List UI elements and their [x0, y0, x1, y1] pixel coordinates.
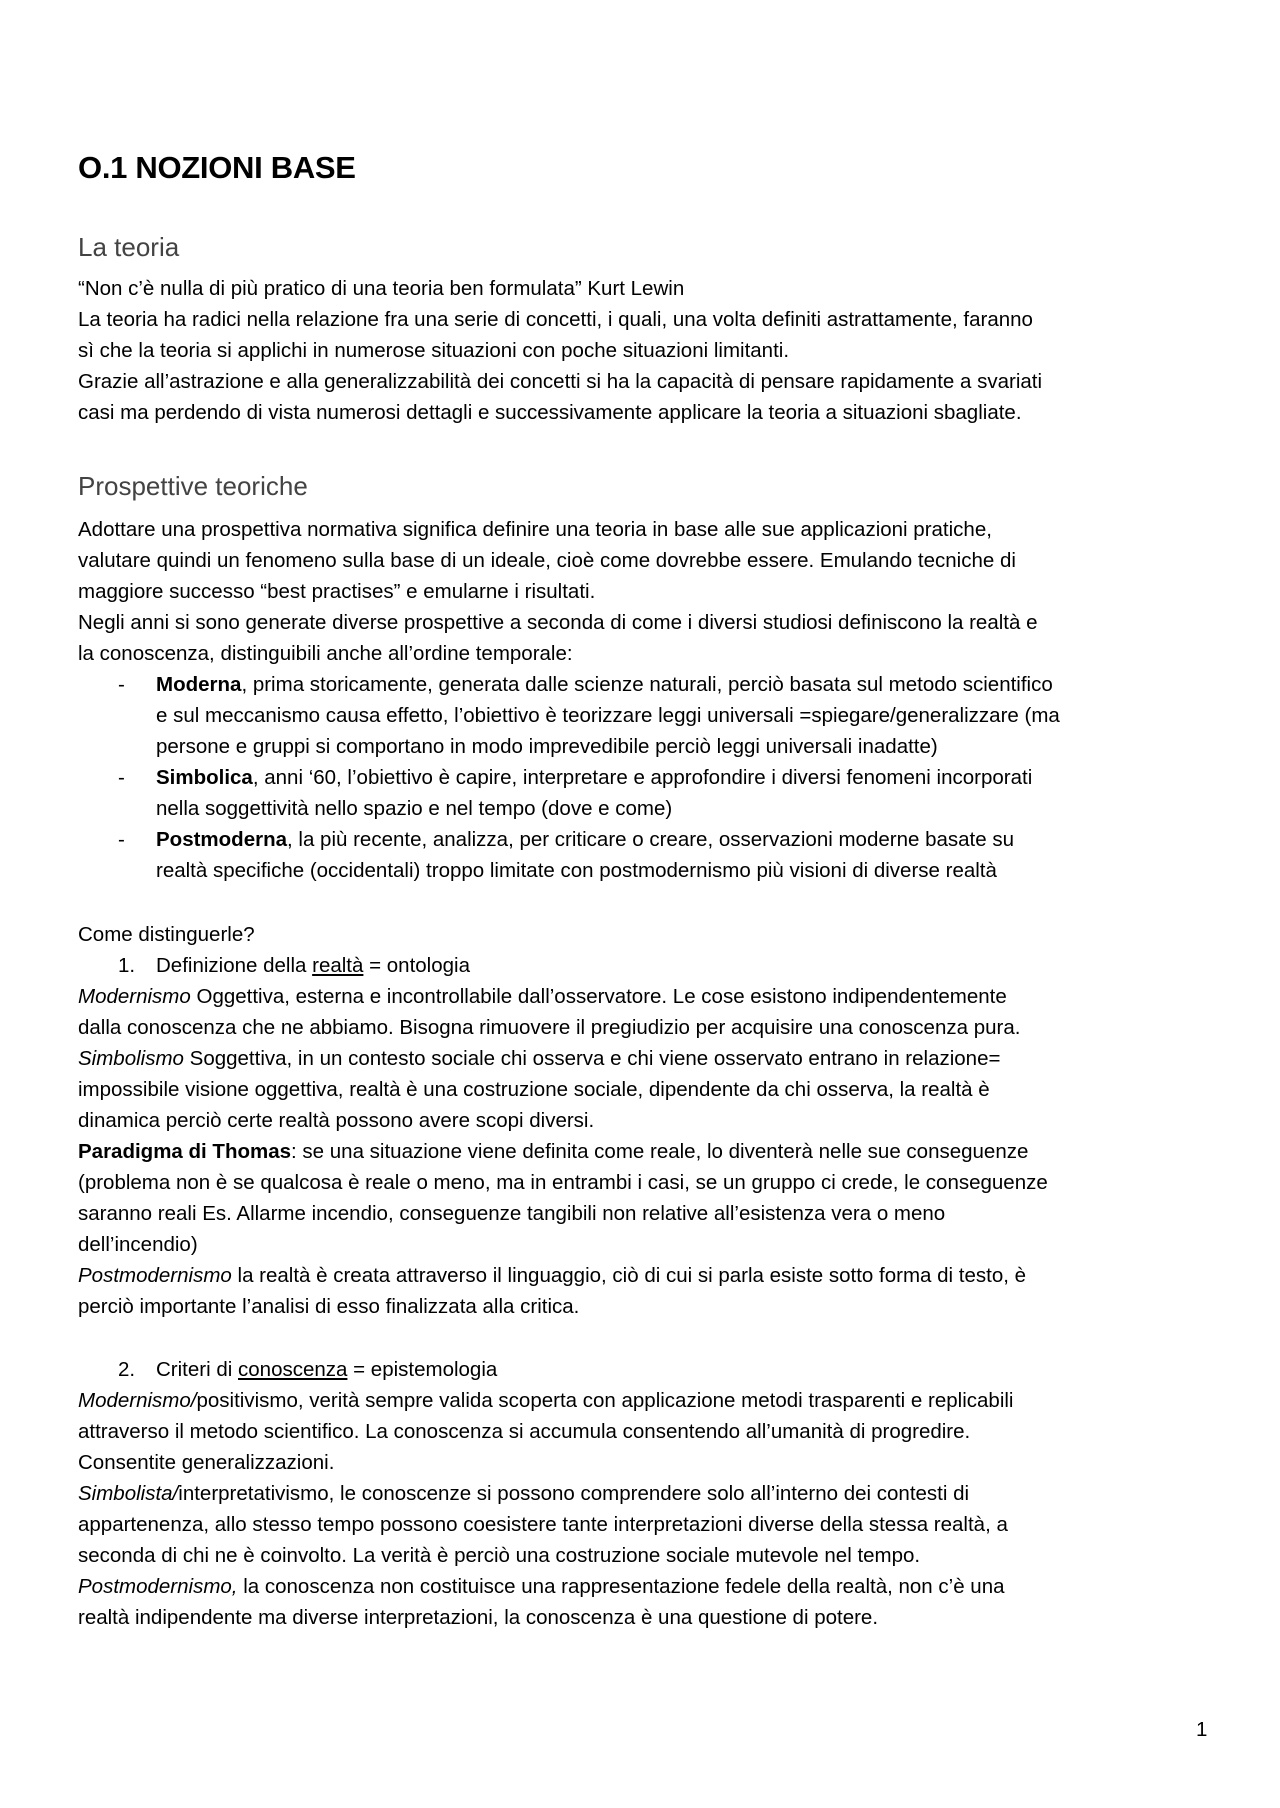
paragraph-line: Adottare una prospettiva normativa significa definire una teoria in base alle sue applicazioni pratiche, [78, 518, 992, 541]
paragraph-line: (problema non è se qualcosa è reale o meno, ma in entrambi i casi, se un gruppo ci crede, le conseguenze [78, 1171, 1048, 1194]
paragraph-line: attraverso il metodo scientifico. La conoscenza si accumula consentendo all’umanità di progredire. [78, 1420, 971, 1443]
term: Simbolismo [78, 1047, 184, 1070]
term: Simbolica [156, 766, 253, 789]
item-text: Definizione della [156, 954, 313, 977]
paragraph-line: valutare quindi un fenomeno sulla base di un ideale, cioè come dovrebbe essere. Emulando tecniche di [78, 549, 1016, 572]
paragraph-line: saranno reali Es. Allarme incendio, conseguenze tangibili non relative all’esistenza vera o meno [78, 1202, 946, 1225]
paragraph-thomas [78, 1138, 1028, 1166]
paragraph-line: Consentite generalizzazioni. [78, 1451, 335, 1474]
paragraph-line: dinamica perciò certe realtà possono avere scopi diversi. [78, 1109, 595, 1132]
paragraph-line: sì che la teoria si applichi in numerose situazioni con poche situazioni limitanti. [78, 339, 790, 362]
paragraph-line: seconda di chi ne è coinvolto. La verità è perciò una costruzione sociale mutevole nel tempo. [78, 1544, 921, 1567]
list-bullet: - [118, 766, 125, 789]
underlined-term: realtà [312, 954, 364, 977]
list-number: 2. [118, 1358, 136, 1381]
paragraph-line: Negli anni si sono generate diverse prospettive a seconda di come i diversi studiosi definiscono la realtà e [78, 611, 1038, 634]
paragraph-line: appartenenza, allo stesso tempo possono coesistere tante interpretazioni diverse della stessa realtà, a [78, 1513, 1008, 1536]
term: Postmodernismo [78, 1264, 232, 1287]
paragraph-text: interpretativismo, le conoscenze si possono comprendere solo all’interno dei contesti di [178, 1482, 970, 1505]
term: Postmodernismo, [78, 1575, 238, 1598]
paragraph-text: : se una situazione viene definita come reale, lo diventerà nelle sue conseguenze [291, 1140, 1029, 1163]
list-item-simbolica [156, 764, 1032, 792]
term: Simbolista/ [78, 1482, 179, 1505]
list-item-line: nella soggettività nello spazio e nel tempo (dove e come) [156, 797, 673, 820]
paragraph-line: maggiore successo “best practises” e emularne i risultati. [78, 580, 596, 603]
numbered-item-ontologia [156, 952, 470, 980]
paragraph-line: perciò importante l’analisi di esso finalizzata alla critica. [78, 1295, 580, 1318]
paragraph-postmodernismo [78, 1262, 1026, 1290]
term: Moderna [156, 673, 242, 696]
paragraph-modernismo [78, 983, 1007, 1011]
paragraph-line: impossibile visione oggettiva, realtà è una costruzione sociale, dipendente da chi osserva, la realtà è [78, 1078, 990, 1101]
list-item-moderna [156, 671, 1053, 699]
list-bullet: - [118, 828, 125, 851]
term: Paradigma di Thomas [78, 1140, 292, 1163]
section-heading-la-teoria: La teoria [78, 232, 180, 262]
underlined-term: conoscenza [238, 1358, 348, 1381]
paragraph-text: la conoscenza non costituisce una rappresentazione fedele della realtà, non c’è una [237, 1575, 1005, 1598]
list-number: 1. [118, 954, 136, 977]
paragraph-simbolismo [78, 1045, 1000, 1073]
paragraph-line: realtà indipendente ma diverse interpretazioni, la conoscenza è una questione di potere. [78, 1606, 879, 1629]
page-title: O.1 NOZIONI BASE [78, 150, 356, 185]
list-item-line: realtà specifiche (occidentali) troppo limitate con postmodernismo più visioni di diverse realtà [156, 859, 997, 882]
paragraph-line: “Non c’è nulla di più pratico di una teoria ben formulata” Kurt Lewin [78, 277, 685, 300]
paragraph-text: la realtà è creata attraverso il linguaggio, ciò di cui si parla esiste sotto forma di testo, è [231, 1264, 1027, 1287]
list-item-line: e sul meccanismo causa effetto, l’obiettivo è teorizzare leggi universali =spiegare/generalizzare (ma [156, 704, 1060, 727]
term: Modernismo/ [78, 1389, 197, 1412]
paragraph-postmodernismo-2 [78, 1573, 1005, 1601]
paragraph-modernismo-positivismo [78, 1387, 1013, 1415]
question-line: Come distinguerle? [78, 923, 255, 946]
item-text: = ontologia [363, 954, 470, 977]
list-item-postmoderna [156, 826, 1014, 854]
item-text: = epistemologia [347, 1358, 498, 1381]
paragraph-line: dell’incendio) [78, 1233, 198, 1256]
list-item-text: , la più recente, analizza, per criticare o creare, osservazioni moderne basate su [287, 828, 1014, 851]
numbered-item-epistemologia [156, 1356, 497, 1384]
paragraph-line: La teoria ha radici nella relazione fra una serie di concetti, i quali, una volta definiti astrattamente, faranno [78, 308, 1033, 331]
paragraph-line: la conoscenza, distinguibili anche all’ordine temporale: [78, 642, 573, 665]
list-item-line: persone e gruppi si comportano in modo imprevedibile perciò leggi universali inadatte) [156, 735, 938, 758]
paragraph-text: positivismo, verità sempre valida scoperta con applicazione metodi trasparenti e replicabili [196, 1389, 1014, 1412]
list-bullet: - [118, 673, 125, 696]
page-number: 1 [1196, 1718, 1208, 1741]
paragraph-simbolista [78, 1480, 969, 1508]
paragraph-text: Soggettiva, in un contesto sociale chi osserva e chi viene osservato entrano in relazione= [183, 1047, 1001, 1070]
paragraph-text: Oggettiva, esterna e incontrollabile dall’osservatore. Le cose esistono indipendentemente [190, 985, 1007, 1008]
section-heading-prospettive: Prospettive teoriche [78, 471, 308, 501]
list-item-text: , anni ‘60, l’obiettivo è capire, interpretare e approfondire i diversi fenomeni incorporati [252, 766, 1033, 789]
term: Modernismo [78, 985, 191, 1008]
item-text: Criteri di [156, 1358, 239, 1381]
paragraph-line: Grazie all’astrazione e alla generalizzabilità dei concetti si ha la capacità di pensare rapidamente a svariati [78, 370, 1043, 393]
term: Postmoderna [156, 828, 287, 851]
paragraph-line: casi ma perdendo di vista numerosi dettagli e successivamente applicare la teoria a situazioni sbagliate. [78, 401, 1022, 424]
paragraph-line: dalla conoscenza che ne abbiamo. Bisogna rimuovere il pregiudizio per acquisire una conoscenza pura. [78, 1016, 1021, 1039]
list-item-text: , prima storicamente, generata dalle scienze naturali, perciò basata sul metodo scientifico [241, 673, 1053, 696]
